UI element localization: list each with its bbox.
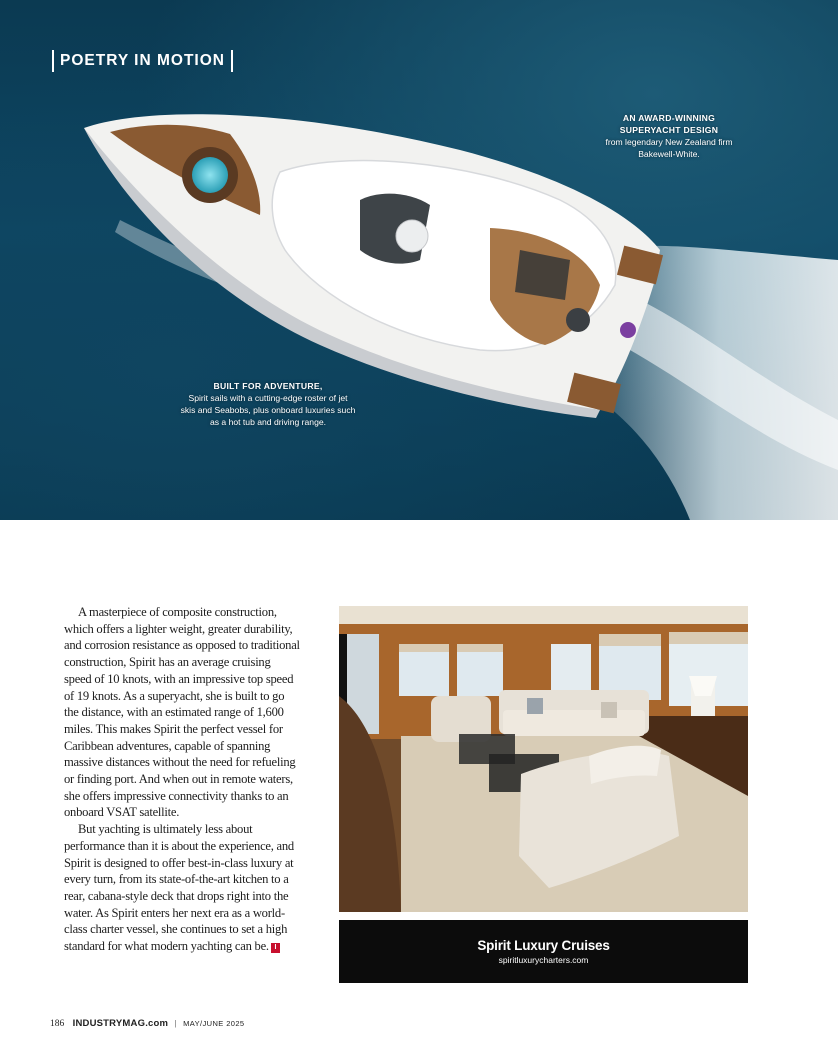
caption-award-heading-line2: SUPERYACHT DESIGN xyxy=(619,125,719,135)
caption-award-text-line1: from legendary New Zealand firm xyxy=(605,137,733,147)
caption-award-heading-line1: AN AWARD-WINNING xyxy=(622,113,716,123)
ad-title: Spirit Luxury Cruises xyxy=(477,938,610,953)
ad-url-link[interactable]: spiritluxurycharters.com xyxy=(498,955,589,965)
folio-separator: | xyxy=(174,1018,177,1028)
ad-bar xyxy=(339,920,748,983)
article-body xyxy=(64,604,300,955)
caption-adventure-heading: BUILT FOR ADVENTURE, xyxy=(213,381,323,391)
caption-award-text-line2: Bakewell-White. xyxy=(638,149,700,159)
hero-photo xyxy=(0,0,838,520)
caption-adventure-text-line3: as a hot tub and driving range. xyxy=(209,417,327,427)
brand-name: INDUSTRYMAG.com xyxy=(72,1018,169,1029)
caption-adventure-text-line2: skis and Seabobs, plus onboard luxuries such xyxy=(180,405,356,415)
caption-adventure xyxy=(172,380,364,428)
caption-award xyxy=(598,112,740,160)
section-tag: POETRY IN MOTION xyxy=(52,50,233,72)
issue-date: MAY/JUNE 2025 xyxy=(183,1019,245,1028)
page-number: 186 xyxy=(50,1019,65,1029)
caption-adventure-text-line1: Spirit sails with a cutting-edge roster of jet xyxy=(188,393,348,403)
folio xyxy=(50,1016,244,1030)
yacht-illustration xyxy=(0,0,838,520)
article-paragraph-1: A masterpiece of composite construction, which offers a lighter weight, greater durability, and corrosion resistance as opposed to traditional construction, Spirit has an average cruising speed of 10 knots, with an impressive top speed of 19 knots. As a superyacht, she is built to go the distance, with an estimated range of 1,600 miles. This makes Spirit the perfect vessel for Caribbean adventures, capable of spanning massive distances without the need for refueling or finding port. And when out in remote waters, she offers impressive connectivity thanks to an onboard VSAT satellite. xyxy=(64,605,300,820)
salon-illustration xyxy=(339,606,748,912)
interior-photo xyxy=(339,606,748,912)
end-mark-icon: I xyxy=(271,943,280,953)
article-paragraph-2 xyxy=(64,821,300,955)
article-paragraph-2-text: But yachting is ultimately less about performance than it is about the experience, and Spirit is designed to offer best-in-class luxury at every turn, from its state-of-the-art kitchen to a rear, cabana-style deck that drops right into the water. As Spirit enters her next era as a world-class charter vessel, she continues to set a high standard for what modern yachting can be. xyxy=(64,822,294,954)
